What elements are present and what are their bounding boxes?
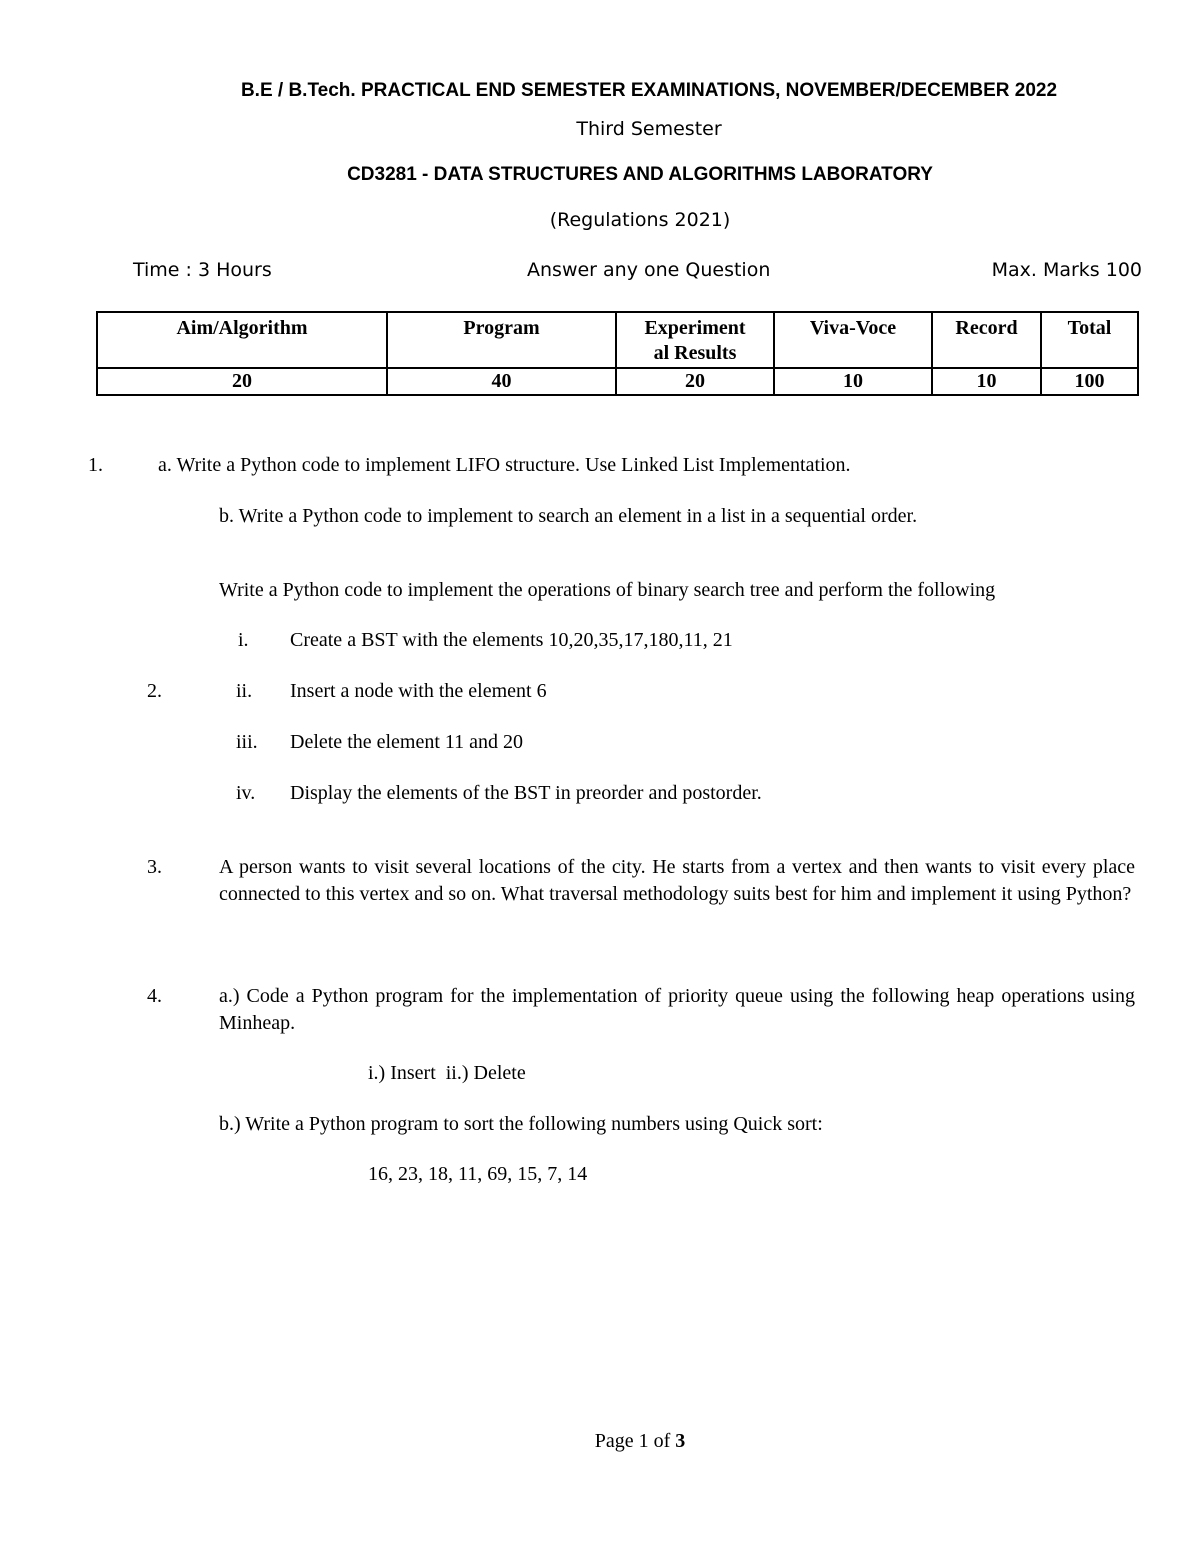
marks-table-header-row xyxy=(97,312,1138,368)
time-label: Time : 3 Hours xyxy=(133,259,272,281)
semester-label: Third Semester xyxy=(576,118,722,140)
question-2-item-roman: iii. xyxy=(236,731,258,753)
marks-table xyxy=(96,311,1139,396)
question-2-intro: Write a Python code to implement the operations of binary search tree and perform the following xyxy=(219,579,996,601)
question-4a-operations: i.) Insert ii.) Delete xyxy=(368,1062,526,1084)
question-1b: b. Write a Python code to implement to search an element in a list in a sequential order. xyxy=(219,505,918,527)
header-record: Record xyxy=(932,312,1041,368)
value-record: 10 xyxy=(932,368,1041,395)
header-total: Total xyxy=(1041,312,1138,368)
question-2-item-text: Display the elements of the BST in preorder and postorder. xyxy=(290,782,762,804)
question-4b: b.) Write a Python program to sort the following numbers using Quick sort: xyxy=(219,1113,823,1135)
max-marks-label: Max. Marks 100 xyxy=(991,259,1142,281)
page-footer xyxy=(0,1430,1200,1453)
value-experimental-results: 20 xyxy=(616,368,774,395)
question-4a: a.) Code a Python program for the implementation of priority queue using the following heap operations using Minheap. xyxy=(219,985,1135,1034)
header-aim-algorithm: Aim/Algorithm xyxy=(97,312,387,368)
header-experimental-results xyxy=(616,312,774,368)
instruction-label: Answer any one Question xyxy=(527,259,771,281)
question-2-item-roman: i. xyxy=(238,629,249,651)
question-2-item-text: Insert a node with the element 6 xyxy=(290,680,547,702)
question-1a: a. Write a Python code to implement LIFO structure. Use Linked List Implementation. xyxy=(158,454,851,476)
value-total: 100 xyxy=(1041,368,1138,395)
header-experimental-line1: Experiment xyxy=(644,317,746,339)
course-title: CD3281 - DATA STRUCTURES AND ALGORITHMS LABORATORY xyxy=(347,164,933,185)
question-2-item-text: Delete the element 11 and 20 xyxy=(290,731,524,753)
question-2-number: 2. xyxy=(147,680,162,702)
value-viva-voce: 10 xyxy=(774,368,932,395)
question-4-number: 4. xyxy=(147,985,162,1007)
value-aim-algorithm: 20 xyxy=(97,368,387,395)
header-experimental-line2: al Results xyxy=(653,342,737,364)
page-number-prefix: Page 1 of xyxy=(594,1430,676,1452)
question-2-item-roman: iv. xyxy=(236,782,256,804)
page-total: 3 xyxy=(675,1430,686,1452)
regulations-label: (Regulations 2021) xyxy=(549,209,731,231)
exam-title: B.E / B.Tech. PRACTICAL END SEMESTER EXAMINATIONS, NOVEMBER/DECEMBER 2022 xyxy=(240,80,1058,101)
marks-table-values-row xyxy=(97,368,1138,395)
question-2-item-text: Create a BST with the elements 10,20,35,17,180,11, 21 xyxy=(290,629,733,651)
question-4b-numbers: 16, 23, 18, 11, 69, 15, 7, 14 xyxy=(368,1163,588,1185)
question-3-number: 3. xyxy=(147,856,162,878)
question-3-text: A person wants to visit several locations of the city. He starts from a vertex and then wants to visit every place connected to this vertex and so on. What traversal methodology suits best for him and implement it using Python? xyxy=(219,856,1135,905)
question-2-item-roman: ii. xyxy=(236,680,253,702)
question-1-number: 1. xyxy=(88,454,103,476)
header-viva-voce: Viva-Voce xyxy=(774,312,932,368)
value-program: 40 xyxy=(387,368,616,395)
header-program: Program xyxy=(387,312,616,368)
